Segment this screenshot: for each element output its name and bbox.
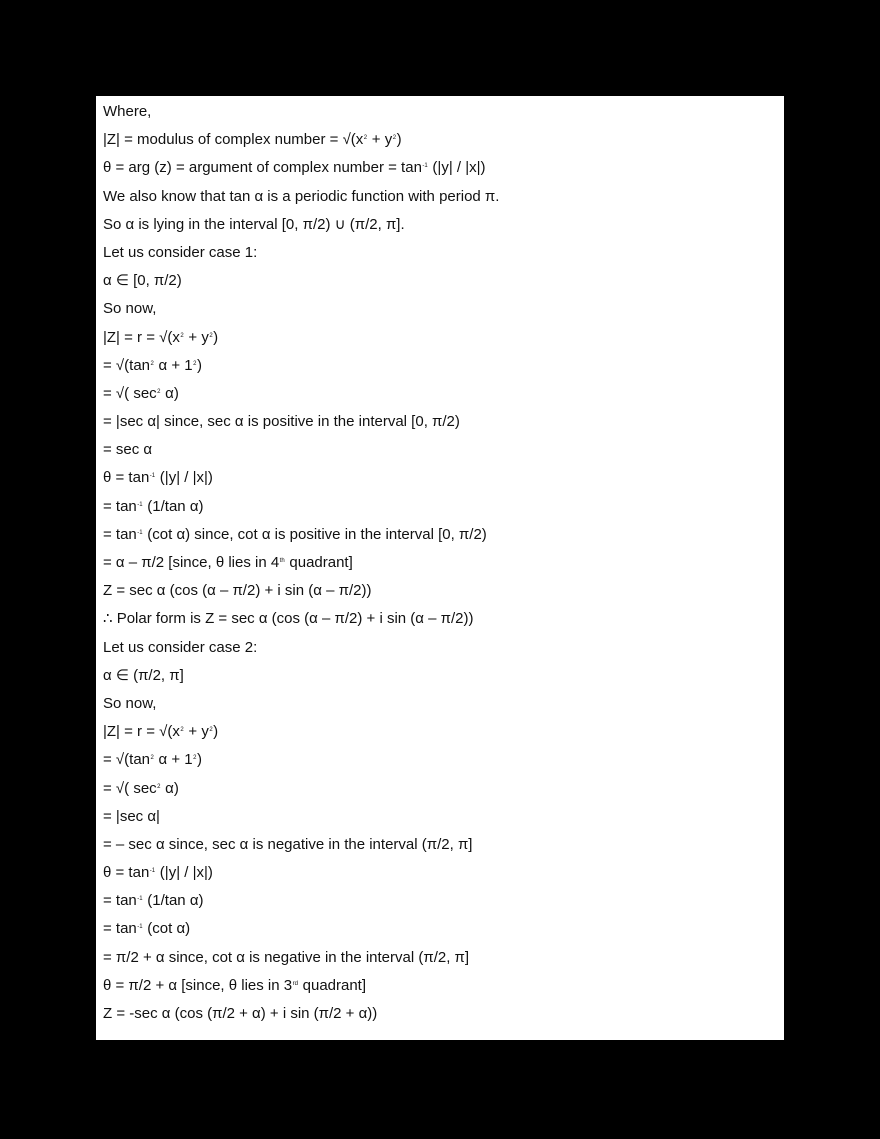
line-text: = √( sec — [103, 779, 157, 797]
line-text: Let us consider case 2: — [103, 638, 258, 656]
line-text: (|y| / |x|) — [155, 469, 213, 487]
line-text: Where, — [103, 103, 152, 120]
document-line — [103, 944, 784, 972]
document-line — [103, 493, 784, 521]
document-line — [103, 915, 784, 943]
line-text: α + 1 — [154, 751, 193, 769]
superscript: 2 — [363, 135, 368, 142]
document-line — [103, 690, 784, 718]
line-text: |Z| = r = √(x — [103, 328, 180, 346]
superscript: -1 — [422, 163, 428, 170]
line-text: = tan — [103, 525, 137, 543]
line-text: = |sec α| since, sec α is positive in the interval [0, π/2) — [103, 413, 460, 431]
document-line — [103, 183, 784, 211]
document-line — [103, 98, 784, 126]
superscript: 2 — [157, 783, 161, 790]
line-text: = √(tan — [103, 356, 151, 374]
line-text: ) — [396, 131, 402, 149]
superscript: 2 — [180, 332, 184, 339]
line-text: θ = π/2 + α [since, θ lies in 3 — [103, 976, 293, 994]
document-line — [103, 380, 784, 408]
line-text: = α – π/2 [since, θ lies in 4 — [103, 554, 280, 571]
line-text: (|y| / |x|) — [428, 159, 486, 177]
document-line — [103, 972, 784, 1000]
line-text: α + 1 — [154, 356, 193, 374]
document-line — [103, 605, 784, 633]
document-line — [103, 211, 784, 239]
line-text: + y — [184, 723, 209, 741]
superscript: rd — [292, 980, 298, 987]
document-line — [103, 662, 784, 690]
document-text — [103, 98, 784, 1028]
document-line — [103, 718, 784, 746]
superscript: 2 — [209, 332, 213, 339]
document-line — [103, 295, 784, 323]
line-text: (cot α) since, cot α is positive in the interval [0, π/2) — [143, 525, 487, 543]
line-text: = tan — [103, 497, 137, 515]
line-text: ) — [213, 723, 219, 741]
line-text: Let us consider case 1: — [103, 243, 258, 261]
superscript: -1 — [149, 473, 156, 480]
line-text: = √(tan — [103, 751, 151, 769]
line-text: So now, — [103, 694, 157, 712]
document-line — [103, 464, 784, 492]
line-text: θ = tan — [103, 864, 150, 882]
line-text: = |sec α| — [103, 807, 160, 825]
document-line — [103, 634, 784, 662]
line-text: ) — [196, 751, 202, 769]
superscript: th — [279, 558, 285, 564]
document-line — [103, 521, 784, 549]
document-line — [103, 408, 784, 436]
superscript: 2 — [193, 755, 197, 762]
line-text: α) — [161, 384, 179, 402]
superscript: 2 — [209, 727, 213, 734]
line-text: quadrant] — [285, 554, 353, 571]
line-text: So now, — [103, 300, 157, 318]
document-line — [103, 436, 784, 464]
document-line — [103, 239, 784, 267]
line-text: = √( sec — [103, 384, 157, 402]
document-line — [103, 775, 784, 803]
line-text: |Z| = modulus of complex number = √(x — [103, 131, 364, 149]
line-text: α ∈ [0, π/2) — [103, 272, 182, 290]
superscript: 2 — [157, 388, 161, 395]
superscript: 2 — [150, 360, 154, 367]
superscript: 2 — [392, 135, 397, 142]
document-page — [96, 96, 784, 1040]
document-line — [103, 267, 784, 295]
superscript: 2 — [180, 727, 184, 734]
line-text: α ∈ (π/2, π] — [103, 666, 184, 684]
document-line — [103, 887, 784, 915]
line-text: So α is lying in the interval [0, π/2) ∪ (π/2, π]. — [103, 215, 405, 233]
line-text: We also know that tan α is a periodic function with period π. — [103, 187, 500, 205]
line-text: θ = tan — [103, 469, 150, 487]
line-text: = tan — [103, 892, 137, 910]
line-text: ) — [196, 356, 202, 374]
line-text: (1/tan α) — [143, 497, 204, 515]
document-line — [103, 324, 784, 352]
line-text: (|y| / |x|) — [155, 864, 213, 882]
document-line — [103, 126, 784, 154]
superscript: -1 — [137, 529, 143, 536]
line-text: ∴ Polar form is Z = sec α (cos (α – π/2) + i sin (α – π/2)) — [103, 610, 474, 628]
document-line — [103, 1000, 784, 1028]
line-text: (cot α) — [143, 920, 191, 938]
document-line — [103, 859, 784, 887]
line-text: = π/2 + α since, cot α is negative in the interval (π/2, π] — [103, 948, 470, 966]
line-text: = tan — [103, 920, 137, 938]
line-text: = – sec α since, sec α is negative in the interval (π/2, π] — [103, 835, 473, 853]
document-line — [103, 352, 784, 380]
line-text: θ = arg (z) = argument of complex number = tan — [103, 159, 422, 177]
superscript: -1 — [149, 868, 156, 875]
line-text: quadrant] — [298, 976, 367, 994]
superscript: -1 — [137, 924, 143, 931]
line-text: + y — [184, 328, 209, 346]
document-line — [103, 803, 784, 831]
line-text: α) — [161, 779, 179, 797]
superscript: -1 — [137, 896, 143, 903]
document-line — [103, 549, 784, 577]
document-line — [103, 577, 784, 605]
document-line — [103, 746, 784, 774]
superscript: 2 — [150, 755, 154, 762]
superscript: 2 — [193, 360, 197, 367]
document-line — [103, 831, 784, 859]
superscript: -1 — [137, 501, 143, 508]
document-line — [103, 154, 784, 182]
line-text: |Z| = r = √(x — [103, 723, 180, 741]
line-text: + y — [367, 131, 393, 149]
line-text: (1/tan α) — [143, 892, 204, 910]
line-text: ) — [213, 328, 219, 346]
line-text: Z = -sec α (cos (π/2 + α) + i sin (π/2 + α)) — [103, 1005, 378, 1022]
line-text: Z = sec α (cos (α – π/2) + i sin (α – π/2)) — [103, 582, 372, 600]
line-text: = sec α — [103, 441, 153, 459]
